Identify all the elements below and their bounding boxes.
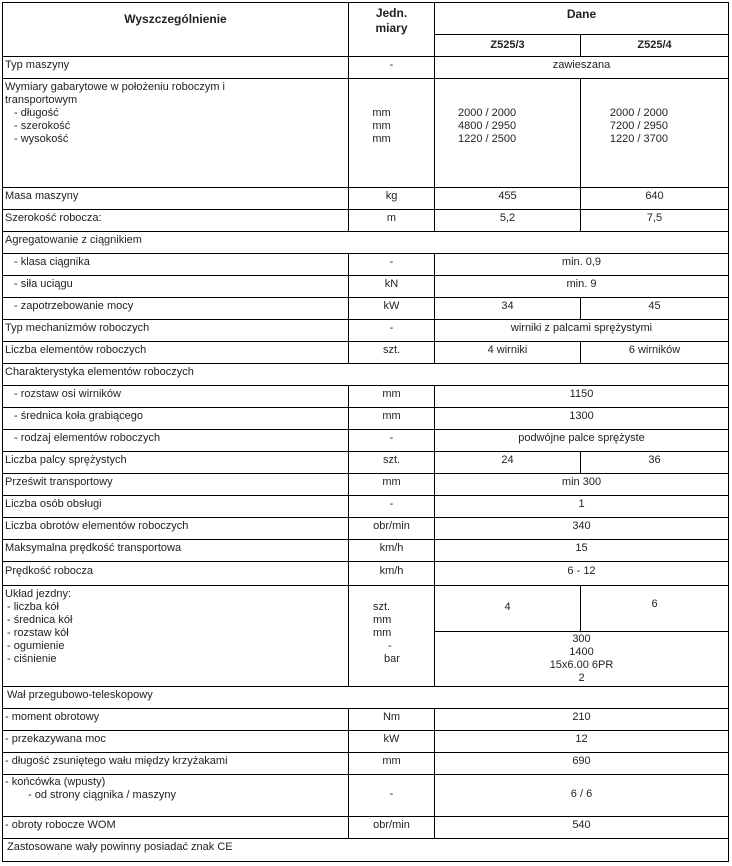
- row-jezdny-value-3: 15x6.00 6PR: [549, 659, 614, 671]
- row-rozst-label: - rozstaw osi wirników: [14, 388, 121, 400]
- row-masa-a: 455: [498, 190, 517, 202]
- row-moc-a: 34: [501, 300, 514, 312]
- row-wom-unit: obr/min: [373, 819, 410, 831]
- row-wymiary-unit-3: mm: [372, 133, 391, 145]
- row-jezdny-label-rozstaw: - rozstaw kół: [7, 627, 69, 639]
- row-liczel-b: 6 wirników: [628, 344, 681, 356]
- row-vmax-value: 15: [575, 542, 588, 554]
- row-wymiary-a-3: 1220 / 2500: [458, 133, 517, 145]
- row-konc-unit: -: [389, 788, 394, 800]
- row-jezdny-label-title: Układ jezdny:: [5, 588, 72, 600]
- header-z525-4-label: Z525/4: [637, 39, 672, 51]
- row-rodz-label: - rodzaj elementów roboczych: [14, 432, 161, 444]
- section-charakterystyka-label: Charakterystyka elementów roboczych: [5, 366, 194, 378]
- row-przek-value: 12: [575, 733, 588, 745]
- row-presw-label: Prześwit transportowy: [5, 476, 113, 488]
- header-data-label: Dane: [566, 7, 597, 21]
- row-sred-value: 1300: [569, 410, 594, 422]
- row-wymiary-unit-1: mm: [372, 107, 391, 119]
- row-wymiary-label-dlugosc: - długość: [14, 107, 59, 119]
- row-sila-unit: kN: [384, 278, 399, 290]
- row-jezdny-unit-2: mm: [373, 614, 392, 626]
- row-sred-unit: mm: [382, 410, 401, 422]
- row-wom-value: 540: [572, 819, 591, 831]
- row-wymiary-unit-2: mm: [372, 120, 391, 132]
- row-vmax-label: Maksymalna prędkość transportowa: [5, 542, 182, 554]
- row-rozst-value: 1150: [569, 388, 594, 400]
- row-vrob-value: 6 - 12: [567, 565, 596, 577]
- row-presw-value: min 300: [561, 476, 602, 488]
- section-agregatowanie-label: Agregatowanie z ciągnikiem: [5, 234, 142, 246]
- header-z525-3-label: Z525/3: [490, 39, 525, 51]
- row-typ-value: zawieszana: [552, 59, 611, 71]
- row-konc-value: 6 / 6: [570, 788, 593, 800]
- row-sila-value: min. 9: [566, 278, 597, 290]
- row-osob-value: 1: [578, 498, 585, 510]
- row-typ-label: Typ maszyny: [5, 59, 70, 71]
- row-rodz-value: podwójne palce sprężyste: [518, 432, 645, 444]
- row-sred-label: - średnica koła grabiącego: [14, 410, 144, 422]
- row-dlug-unit: mm: [382, 755, 401, 767]
- row-liczel-unit: szt.: [382, 344, 401, 356]
- row-obrot-unit: obr/min: [373, 520, 410, 532]
- row-liczel-a: 4 wirniki: [487, 344, 528, 356]
- row-osob-unit: -: [389, 498, 394, 510]
- row-rodz-unit: -: [389, 432, 394, 444]
- row-jezdny-unit-1: szt.: [373, 601, 391, 613]
- row-palcy-unit: szt.: [382, 454, 401, 466]
- row-masa-label: Masa maszyny: [5, 190, 79, 202]
- row-wymiary-a-1: 2000 / 2000: [458, 107, 517, 119]
- row-liczel-label: Liczba elementów roboczych: [5, 344, 147, 356]
- row-przek-label: - przekazywana moc: [5, 733, 106, 745]
- row-szer-label: Szerokość robocza:: [5, 212, 102, 224]
- row-przek-unit: kW: [383, 733, 400, 745]
- row-wymiary-b-1: 2000 / 2000: [609, 107, 668, 119]
- row-wymiary-label-2: transportowym: [5, 94, 78, 106]
- row-jezdny-b: 6: [651, 598, 658, 610]
- note-text: Zastosowane wały powinny posiadać znak CE: [7, 841, 233, 853]
- row-szer-a: 5,2: [499, 212, 516, 224]
- row-vrob-unit: km/h: [379, 565, 404, 577]
- row-rozst-unit: mm: [382, 388, 401, 400]
- row-typ-unit: -: [389, 59, 394, 71]
- header-unit-label-2: miary: [375, 21, 408, 35]
- row-jezdny-unit-3: mm: [373, 627, 392, 639]
- row-moc-label: - zapotrzebowanie mocy: [14, 300, 134, 312]
- row-jezdny-value-1: 300: [572, 633, 591, 645]
- row-dlug-label: - długość zsuniętego wału między krzyżakami: [5, 755, 228, 767]
- row-presw-unit: mm: [382, 476, 401, 488]
- row-klasa-label: - klasa ciągnika: [14, 256, 90, 268]
- row-jezdny-value-2: 1400: [569, 646, 594, 658]
- row-typmech-label: Typ mechanizmów roboczych: [5, 322, 150, 334]
- row-wymiary-b-3: 1220 / 3700: [609, 133, 668, 145]
- row-wymiary-a-2: 4800 / 2950: [458, 120, 517, 132]
- row-wymiary-label-1: Wymiary gabarytowe w położeniu roboczym i: [5, 81, 225, 93]
- header-spec-label: Wyszczególnienie: [124, 12, 227, 26]
- row-konc-label-2: - od strony ciągnika / maszyny: [28, 789, 176, 801]
- row-moc-b: 45: [648, 300, 661, 312]
- section-wal-label: Wał przegubowo-teleskopowy: [7, 689, 153, 701]
- row-szer-unit: m: [386, 212, 397, 224]
- row-jezdny-label-srednica: - średnica kół: [7, 614, 73, 626]
- row-wymiary-b-2: 7200 / 2950: [609, 120, 668, 132]
- row-jezdny-label-liczba: - liczba kół: [7, 601, 59, 613]
- row-sila-label: - siła uciągu: [14, 278, 73, 290]
- row-moment-value: 210: [572, 711, 591, 723]
- row-szer-b: 7,5: [646, 212, 663, 224]
- row-palcy-label: Liczba palcy sprężystych: [5, 454, 127, 466]
- row-palcy-b: 36: [648, 454, 661, 466]
- row-masa-unit: kg: [385, 190, 398, 202]
- row-jezdny-unit-5: bar: [384, 653, 400, 665]
- row-klasa-value: min. 0,9: [561, 256, 602, 268]
- row-klasa-unit: -: [389, 256, 394, 268]
- row-jezdny-label-cisnienie: - ciśnienie: [7, 653, 57, 665]
- row-obrot-label: Liczba obrotów elementów roboczych: [5, 520, 189, 532]
- row-moment-label: - moment obrotowy: [5, 711, 100, 723]
- row-dlug-value: 690: [572, 755, 591, 767]
- row-masa-b: 640: [645, 190, 664, 202]
- row-obrot-value: 340: [572, 520, 591, 532]
- row-moment-unit: Nm: [382, 711, 401, 723]
- header-cell-spec: [2, 2, 349, 57]
- row-jezdny-value-4: 2: [578, 672, 585, 684]
- row-typmech-value: wirniki z palcami sprężystymi: [510, 322, 653, 334]
- row-jezdny-label-ogumienie: - ogumienie: [7, 640, 65, 652]
- row-konc-label-1: - końcówka (wpusty): [5, 776, 106, 788]
- row-moc-unit: kW: [383, 300, 400, 312]
- row-wom-label: - obroty robocze WOM: [5, 819, 116, 831]
- row-vmax-unit: km/h: [379, 542, 404, 554]
- row-typmech-unit: -: [389, 322, 394, 334]
- row-vrob-label: Prędkość robocza: [5, 565, 94, 577]
- row-jezdny-a: 4: [504, 601, 511, 613]
- row-palcy-a: 24: [501, 454, 514, 466]
- row-wymiary-label-wysokosc: - wysokość: [14, 133, 69, 145]
- row-osob-label: Liczba osób obsługi: [5, 498, 102, 510]
- row-wymiary-label-szerokosc: - szerokość: [14, 120, 71, 132]
- header-unit-label-1: Jedn.: [375, 6, 408, 20]
- row-jezdny-unit-4: -: [388, 640, 392, 652]
- row-jezdny-unit-cell: [348, 585, 435, 687]
